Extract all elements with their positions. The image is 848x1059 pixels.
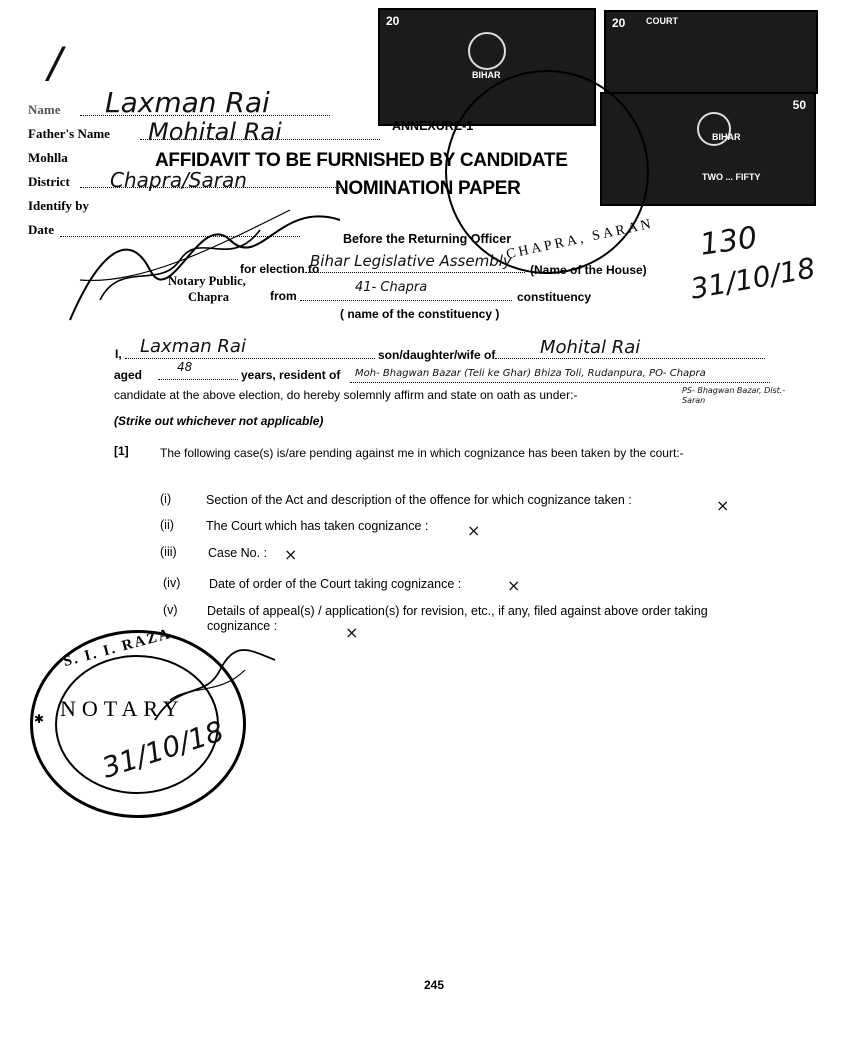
sub-item-5-mark: ×: [345, 623, 359, 642]
constituency-line: [300, 300, 512, 301]
notary-seal-ring-text: S. I. I. RAZA: [61, 625, 174, 671]
stamp2-value: 20: [612, 16, 626, 30]
label-fathers-name: Father's Name: [28, 126, 110, 141]
notary-line-2: Chapra: [188, 290, 229, 304]
notary-lines: [168, 273, 246, 305]
before-officer: Before the Returning Officer: [343, 232, 512, 246]
nomination-paper-title: NOMINATION PAPER: [335, 178, 521, 199]
sub-item-2-num: (ii): [160, 518, 174, 532]
top-mark: /: [48, 38, 63, 87]
parent-line: [495, 358, 765, 359]
sub-item-4-text: Date of order of the Court taking cognizance :: [209, 577, 462, 591]
house-suffix: (Name of the House): [530, 263, 647, 277]
court-seal-text: CHAPRA, SARAN: [504, 216, 656, 263]
sub-item-2-mark: ×: [467, 521, 481, 540]
sub-item-4-num: (iv): [163, 576, 181, 590]
sub-item-4-mark: ×: [507, 576, 521, 595]
stamp1-emblem: [468, 32, 506, 70]
election-prefix: for election to: [240, 262, 320, 276]
address-value: Moh- Bhagwan Bazar (Teli ke Ghar) Bhiza Toli, Rudanpura, PO- Chapra: [355, 368, 706, 379]
label-date: Date: [28, 222, 54, 237]
address-continuation: PS- Bhagwan Bazar, Dist.- Saran: [682, 386, 786, 405]
years-label: years, resident of: [241, 368, 341, 382]
relation-label: son/daughter/wife of: [378, 348, 496, 362]
stamp3-sub: TWO ... FIFTY: [702, 172, 761, 182]
label-mohlla: Mohlla: [28, 150, 68, 165]
handwritten-date: 31/10/18: [688, 251, 818, 306]
sub-item-1-num: (i): [160, 492, 172, 506]
strike-note: (Strike out whichever not applicable): [114, 414, 324, 428]
sub-item-3-text: Case No. :: [208, 546, 268, 560]
stamp1-label: BIHAR: [472, 70, 501, 80]
sub-item-5-text: Details of appeal(s) / application(s) for revision, etc., if any, filed against above order taking cognizance :: [207, 604, 708, 633]
house-value: Bihar Legislative Assembly: [310, 252, 512, 270]
age-line: [158, 379, 238, 380]
notary-seal-date: 31/10/18: [97, 714, 228, 785]
stamp3-label: BIHAR: [712, 132, 741, 142]
constituency-suffix: constituency: [517, 290, 592, 304]
declarant-name-line: [125, 358, 375, 359]
stamp1-value: 20: [386, 14, 400, 28]
parent-name: Mohital Rai: [540, 337, 641, 358]
sub-item-3-num: (iii): [160, 545, 177, 559]
statement: candidate at the above election, do hereby solemnly affirm and state on oath as under:-: [114, 388, 578, 402]
declarant-prefix: I,: [115, 347, 122, 361]
from-label: from: [270, 289, 297, 303]
notary-seal-inner-text: NOTARY: [60, 696, 185, 721]
notary-line-1: Notary Public,: [168, 274, 246, 288]
house-line: [305, 272, 525, 273]
stamp3-value: 50: [792, 98, 806, 112]
stamp3-emblem: [697, 112, 731, 146]
constituency-note: ( name of the constituency ): [340, 307, 500, 321]
declarant-name: Laxman Rai: [140, 336, 246, 357]
constituency-value: 41- Chapra: [355, 280, 428, 295]
handwritten-district: Chapra/Saran: [110, 168, 247, 192]
handwritten-fathers-name: Mohital Rai: [148, 118, 282, 146]
sub-item-5-num: (v): [163, 603, 178, 617]
clause1-text: The following case(s) is/are pending against me in which cognizance has been taken by the court:-: [160, 446, 684, 460]
label-name: Name: [28, 102, 61, 117]
page-number: 245: [424, 978, 445, 992]
notary-signature: [150, 640, 280, 730]
sub-item-1-text: Section of the Act and description of the offence for which cognizance taken :: [206, 493, 632, 507]
address-line: [350, 382, 770, 383]
sub-item-2-text: The Court which has taken cognizance :: [206, 519, 429, 533]
label-district: District: [28, 174, 70, 189]
notary-seal-star-icon: ✱: [34, 712, 45, 726]
court-fee-stamp-2: [604, 10, 818, 94]
affidavit-title: AFFIDAVIT TO BE FURNISHED BY CANDIDATE: [155, 150, 568, 171]
handwritten-name: Laxman Rai: [105, 86, 270, 119]
aged-label: aged: [114, 368, 143, 382]
sub-item-3-mark: ×: [284, 545, 298, 564]
age-value: 48: [177, 360, 193, 374]
clause1-num: [1]: [114, 444, 129, 458]
label-identify-by: Identify by: [28, 198, 90, 213]
handwritten-number: 130: [697, 220, 760, 263]
stamp2-label: COURT: [646, 16, 678, 26]
sub-item-1-mark: ×: [716, 496, 730, 515]
annexure-label: ANNEXURE-1: [392, 119, 474, 133]
